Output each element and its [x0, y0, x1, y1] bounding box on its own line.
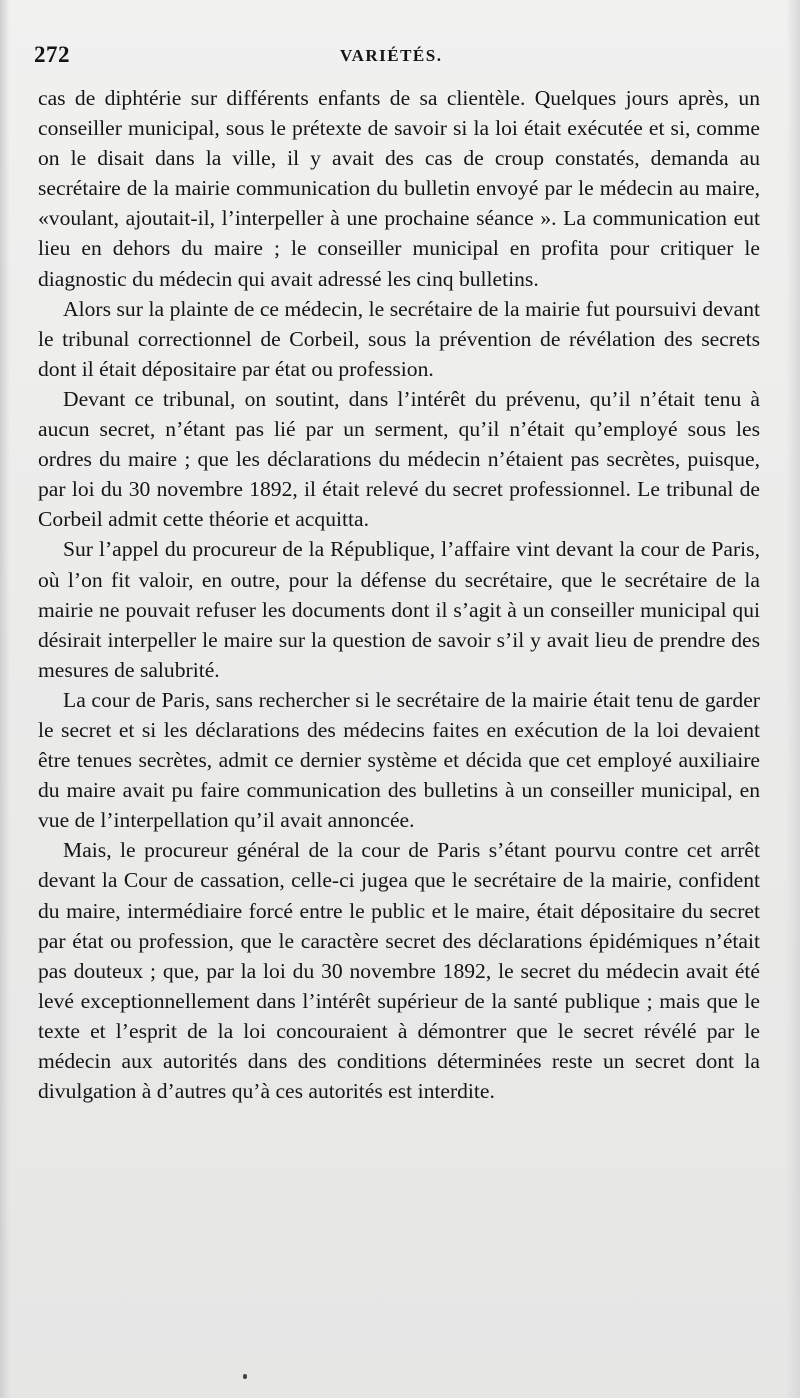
running-title: VARIÉTÉS. [340, 46, 443, 65]
ink-speck [243, 1374, 247, 1379]
page-right-shadow [786, 0, 800, 1398]
article-body [38, 83, 760, 1106]
paragraph-cassation: Mais, le procureur général de la cour de Paris s’étant pourvu contre cet arrêt devant la Cour de cassation, celle-ci jugea que le secrétaire de la mairie, confident du maire, intermédiaire forcé entre le public et le maire, était dépositaire du secret par état ou profession, que le caractère secret des déclarations épidémiques n’était pas douteux ; que, par la loi du 30 novembre 1892, le secret du médecin avait été levé exceptionnellement dans l’intérêt supérieur de la santé publique ; mais que le texte et l’esprit de la loi concouraient à démontrer que le secret révélé par le médecin aux autorités dans des conditions déterminées reste un secret dont la divulgation à d’autres qu’à ces autorités est interdite. [38, 838, 760, 1104]
paragraph-tribunal: Devant ce tribunal, on soutint, dans l’intérêt du prévenu, qu’il n’était tenu à aucun secret, n’étant pas lié par un serment, qu’il n’était qu’employé sous les ordres du maire ; que les déclarations du médecin n’étaient pas secrètes, puisque, par loi du 30 novembre 1892, il était relevé du secret professionnel. Le tribunal de Corbeil admit cette théorie et acquitta. [38, 386, 760, 532]
paragraph-appel: Sur l’appel du procureur de la République, l’affaire vint devant la cour de Paris, où l’on fit valoir, en outre, pour la défense du secrétaire, que le secrétaire de la mairie ne pouvait refuser les documents dont il s’agit à un conseiller municipal qui désirait interpeller le maire sur la question de savoir s’il y avait lieu de prendre des mesures de salubrité. [38, 537, 760, 682]
page-number: 272 [34, 42, 70, 67]
paragraph-plainte: Alors sur la plainte de ce médecin, le secrétaire de la mairie fut poursuivi devant le tribunal correctionnel de Corbeil, sous la prévention de révélation des secrets dont il était dépositaire par état ou profession. [38, 296, 760, 381]
paragraph-cour-de-paris: La cour de Paris, sans rechercher si le secrétaire de la mairie était tenu de garder le secret et si les déclarations des médecins faites en exécution de la loi devaient être tenues secrètes, admit ce dernier système et décida que cet employé auxiliaire du maire avait pu faire communication des bulletins à un conseiller municipal, en vue de l’interpellation qu’il avait annoncée. [38, 687, 760, 833]
paragraph-continuation: cas de diphtérie sur différents enfants de sa clientèle. Quelques jours après, un conseiller municipal, sous le prétexte de savoir si la loi était exécutée et si, comme on le disait dans la ville, il y avait des cas de croup constatés, demanda au secrétaire de la mairie communication du bulletin envoyé par le médecin au maire, «voulant, ajoutait-il, l’interpeller à une prochaine séance ». La communication eut lieu en dehors du maire ; le conseiller municipal en profita pour critiquer le diagnostic du médecin qui avait adressé les cinq bulletins. [38, 86, 760, 291]
page-left-shadow [0, 0, 10, 1398]
page-header [34, 42, 764, 76]
